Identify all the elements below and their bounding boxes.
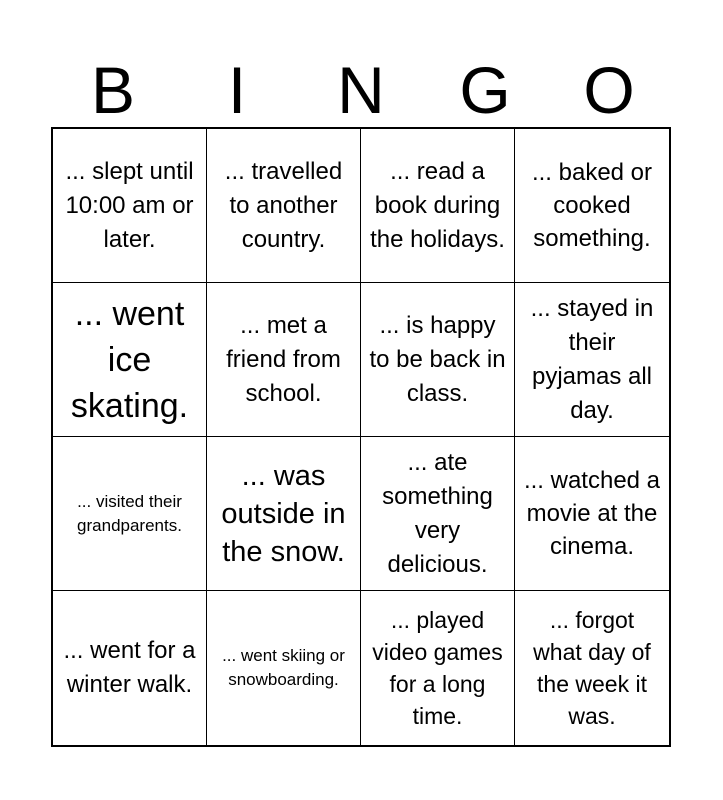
bingo-cell-r3c3[interactable]	[361, 437, 515, 591]
bingo-cell-r1c1[interactable]	[53, 129, 207, 283]
bingo-cell-r4c3[interactable]	[361, 591, 515, 745]
bingo-cell-r1c4[interactable]	[515, 129, 669, 283]
header-letter-o: O	[583, 53, 635, 127]
cell-text: ... went for a winter walk.	[63, 637, 196, 698]
bingo-header	[51, 52, 671, 128]
bingo-cell-r3c1[interactable]	[53, 437, 207, 591]
header-letter-g: G	[459, 53, 511, 127]
cell-text: ... visited their grandparents.	[77, 491, 182, 535]
cell-text: ... played video games for a long time.	[372, 607, 503, 729]
cell-text: ... is happy to be back in class.	[369, 311, 506, 407]
bingo-cell-r1c3[interactable]	[361, 129, 515, 283]
cell-text: ... went skiing or snowboarding.	[222, 646, 345, 689]
cell-text: ... ate something very delicious.	[382, 448, 493, 578]
header-letter-n: N	[337, 53, 385, 127]
bingo-cell-r4c2[interactable]	[207, 591, 361, 745]
header-letter-i: I	[227, 53, 247, 127]
cell-text: ... stayed in their pyjamas all day.	[530, 294, 654, 424]
bingo-cell-r2c1[interactable]	[53, 283, 207, 437]
bingo-cell-r4c1[interactable]	[53, 591, 207, 745]
cell-text: ... forgot what day of the week it was.	[533, 607, 651, 729]
cell-text: ... read a book during the holidays.	[370, 157, 505, 253]
bingo-cell-r2c4[interactable]	[515, 283, 669, 437]
cell-text: ... met a friend from school.	[226, 311, 341, 407]
bingo-cell-r1c2[interactable]	[207, 129, 361, 283]
bingo-cell-r4c4[interactable]	[515, 591, 669, 745]
cell-text: ... travelled to another country.	[224, 157, 343, 253]
bingo-board	[51, 127, 671, 747]
bingo-cell-r3c2[interactable]	[207, 437, 361, 591]
bingo-cell-r3c4[interactable]	[515, 437, 669, 591]
cell-text: ... went ice skating.	[70, 294, 189, 425]
cell-text: ... was outside in the snow.	[221, 459, 346, 568]
header-letter-b: B	[90, 53, 136, 127]
bingo-cell-r2c2[interactable]	[207, 283, 361, 437]
cell-text: ... slept until 10:00 am or later.	[65, 157, 194, 253]
cell-text: ... baked or cooked something.	[531, 159, 653, 252]
bingo-cell-r2c3[interactable]	[361, 283, 515, 437]
cell-text: ... watched a movie at the cinema.	[523, 467, 661, 560]
